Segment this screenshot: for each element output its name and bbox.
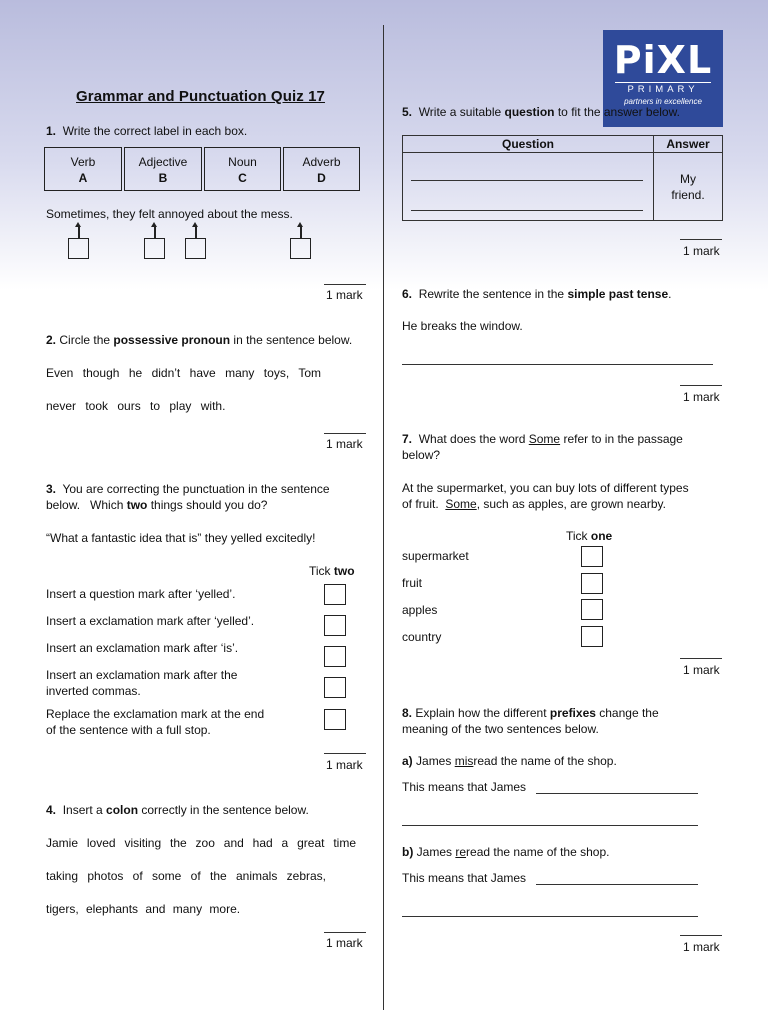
q7-passage-line1: At the supermarket, you can buy lots of different types xyxy=(402,481,689,495)
q3-option-5a: Replace the exclamation mark at the end xyxy=(46,707,265,721)
q6-text: Rewrite the sentence in the xyxy=(418,287,568,301)
q8a-text: James xyxy=(416,754,455,768)
mark-line xyxy=(324,753,366,754)
q3-option-3: Insert an exclamation mark after ‘is’. xyxy=(46,641,239,655)
q7-prompt-line2: below? xyxy=(402,448,441,462)
q2-text-end: in the sentence below. xyxy=(230,333,353,347)
q3-bold: two xyxy=(126,498,148,512)
arrow-up-icon xyxy=(154,226,156,238)
q7-option-apples: apples xyxy=(402,603,438,617)
passage-word: Some xyxy=(445,497,477,511)
q8b-text-end: read the name of the shop. xyxy=(466,845,610,859)
q6-number: 6. xyxy=(402,287,413,301)
q8a-sentence xyxy=(402,754,617,768)
q8b-answer-line[interactable] xyxy=(536,884,698,885)
q8a-label: a) xyxy=(402,754,413,768)
q7-tickbox-fruit[interactable] xyxy=(581,573,603,594)
q3-tickbox-2[interactable] xyxy=(324,615,346,636)
q3-prompt-line2 xyxy=(46,498,267,512)
q5-table xyxy=(402,135,723,221)
q1-sentence: Sometimes, they felt annoyed about the mess. xyxy=(46,207,293,221)
q7-word: Some xyxy=(528,432,561,446)
q3-option-4a: Insert an exclamation mark after the xyxy=(46,668,238,682)
q7-tick-instruction xyxy=(566,529,612,543)
tick-bold: two xyxy=(333,564,355,578)
label-word: Adverb xyxy=(302,155,341,169)
q3-option-4b: inverted commas. xyxy=(46,684,141,698)
q2-line1: Even though he didn’t have many toys, Tom xyxy=(46,366,321,380)
q3-tick-instruction xyxy=(309,564,355,578)
passage-text-end: , such as apples, are grown nearby. xyxy=(476,497,666,511)
q3-mark: 1 mark xyxy=(326,758,363,772)
q5-answer-line2: friend. xyxy=(671,187,705,202)
q3-option-2: Insert a exclamation mark after ‘yelled’. xyxy=(46,614,255,628)
q8b-answer-line2[interactable] xyxy=(402,916,698,917)
q7-text-end: refer to in the passage xyxy=(560,432,683,446)
mark-line xyxy=(680,239,722,240)
label-box-verb xyxy=(44,147,122,191)
q2-number: 2. xyxy=(46,333,57,347)
column-divider xyxy=(383,25,384,1010)
q5-text-end: to fit the answer below. xyxy=(554,105,680,119)
answer-box-sometimes[interactable] xyxy=(68,238,89,259)
q7-tickbox-country[interactable] xyxy=(581,626,603,647)
q4-prompt xyxy=(46,803,309,817)
q5-header-answer: Answer xyxy=(654,136,723,153)
q2-text: Circle the xyxy=(59,333,114,347)
q4-line2: taking photos of some of the animals zebras, xyxy=(46,869,326,883)
passage-text: of fruit. xyxy=(402,497,446,511)
arrow-up-icon xyxy=(78,226,80,238)
q6-text-end: . xyxy=(668,287,672,301)
q5-text: Write a suitable xyxy=(418,105,505,119)
tick-text: Tick xyxy=(566,529,591,543)
q6-answer-line[interactable] xyxy=(402,364,713,365)
label-box-adverb xyxy=(283,147,360,191)
arrow-up-icon xyxy=(195,226,197,238)
q5-prompt xyxy=(402,105,680,119)
q3-quote: “What a fantastic idea that is” they yelled excitedly! xyxy=(46,531,316,545)
q8a-means: This means that James xyxy=(402,780,527,794)
mark-line xyxy=(680,385,722,386)
q8-number: 8. xyxy=(402,706,413,720)
q3-text: below. Which xyxy=(46,498,127,512)
q3-option-5b: of the sentence with a full stop. xyxy=(46,723,211,737)
q3-option-1: Insert a question mark after ‘yelled’. xyxy=(46,587,236,601)
mark-line xyxy=(680,935,722,936)
q2-mark: 1 mark xyxy=(326,437,363,451)
label-letter: C xyxy=(238,171,247,185)
label-word: Adjective xyxy=(138,155,188,169)
q4-bold: colon xyxy=(106,803,139,817)
label-box-noun xyxy=(204,147,281,191)
logo-name: PiXL xyxy=(613,38,713,82)
mark-line xyxy=(324,932,366,933)
q7-tickbox-apples[interactable] xyxy=(581,599,603,620)
q5-number: 5. xyxy=(402,105,413,119)
q4-number: 4. xyxy=(46,803,57,817)
q8a-answer-line2[interactable] xyxy=(402,825,698,826)
q3-text: You are correcting the punctuation in the sentence xyxy=(62,482,330,496)
q7-mark: 1 mark xyxy=(683,663,720,677)
q8a-answer-line[interactable] xyxy=(536,793,698,794)
q1-prompt xyxy=(46,124,247,138)
q4-line1: Jamie loved visiting the zoo and had a great time xyxy=(46,836,356,850)
q7-text: What does the word xyxy=(418,432,529,446)
q4-mark: 1 mark xyxy=(326,936,363,950)
mark-line xyxy=(324,284,366,285)
q6-bold: simple past tense xyxy=(567,287,669,301)
q3-prompt-line1 xyxy=(46,482,330,496)
q5-answer-cell xyxy=(654,153,723,221)
mark-line xyxy=(680,658,722,659)
label-letter: B xyxy=(158,171,168,185)
q6-prompt xyxy=(402,287,672,301)
mark-line xyxy=(324,433,366,434)
q4-text: Insert a xyxy=(62,803,107,817)
q8b-sentence xyxy=(402,845,609,859)
q3-tickbox-3[interactable] xyxy=(324,646,346,667)
label-letter: D xyxy=(317,171,326,185)
answer-box-mess[interactable] xyxy=(290,238,311,259)
writing-line xyxy=(411,180,643,181)
label-word: Verb xyxy=(70,155,96,169)
q4-line3: tigers, elephants and many more. xyxy=(46,902,241,916)
q2-prompt xyxy=(46,333,352,347)
q1-mark: 1 mark xyxy=(326,288,363,302)
q3-tickbox-5[interactable] xyxy=(324,709,346,730)
q1-text: Write the correct label in each box. xyxy=(62,124,248,138)
page-title: Grammar and Punctuation Quiz 17 xyxy=(76,88,325,105)
label-box-adjective xyxy=(124,147,202,191)
q3-tickbox-4[interactable] xyxy=(324,677,346,698)
q6-sentence: He breaks the window. xyxy=(402,319,523,333)
q3-text-end: things should you do? xyxy=(147,498,268,512)
q8-mark: 1 mark xyxy=(683,940,720,954)
tick-text: Tick xyxy=(309,564,334,578)
q2-bold: possessive pronoun xyxy=(113,333,231,347)
q8-bold: prefixes xyxy=(549,706,596,720)
q5-answer-line1: My xyxy=(680,171,696,186)
q7-tickbox-supermarket[interactable] xyxy=(581,546,603,567)
q3-number: 3. xyxy=(46,482,57,496)
q7-prompt xyxy=(402,432,683,446)
q8b-prefix: re xyxy=(455,845,467,859)
label-letter: A xyxy=(78,171,88,185)
q8-prompt xyxy=(402,706,659,720)
arrow-up-icon xyxy=(300,226,302,238)
q8b-label: b) xyxy=(402,845,414,859)
q4-text-end: correctly in the sentence below. xyxy=(138,803,309,817)
q7-passage-line2 xyxy=(402,497,666,511)
tick-bold: one xyxy=(590,529,613,543)
q8a-text-end: read the name of the shop. xyxy=(473,754,617,768)
q8a-prefix: mis xyxy=(454,754,474,768)
q8-text-end: change the xyxy=(595,706,659,720)
q5-question-cell[interactable] xyxy=(403,153,654,221)
q5-bold: question xyxy=(504,105,555,119)
logo-sub: PRIMARY xyxy=(615,82,711,95)
q7-option-fruit: fruit xyxy=(402,576,423,590)
q1-number: 1. xyxy=(46,124,57,138)
q7-number: 7. xyxy=(402,432,413,446)
q3-tickbox-1[interactable] xyxy=(324,584,346,605)
q5-mark: 1 mark xyxy=(683,244,720,258)
q7-option-country: country xyxy=(402,630,442,644)
label-word: Noun xyxy=(228,155,257,169)
q7-option-supermarket: supermarket xyxy=(402,549,469,563)
answer-box-felt[interactable] xyxy=(144,238,165,259)
answer-box-annoyed[interactable] xyxy=(185,238,206,259)
q8b-text: James xyxy=(416,845,456,859)
q8-text: Explain how the different xyxy=(415,706,550,720)
q5-header-question: Question xyxy=(403,136,654,153)
writing-line xyxy=(411,210,643,211)
logo-tagline: partners in excellence xyxy=(624,97,702,106)
q8b-means: This means that James xyxy=(402,871,527,885)
q2-line2: never took ours to play with. xyxy=(46,399,226,413)
q6-mark: 1 mark xyxy=(683,390,720,404)
q8-prompt-line2: meaning of the two sentences below. xyxy=(402,722,599,736)
